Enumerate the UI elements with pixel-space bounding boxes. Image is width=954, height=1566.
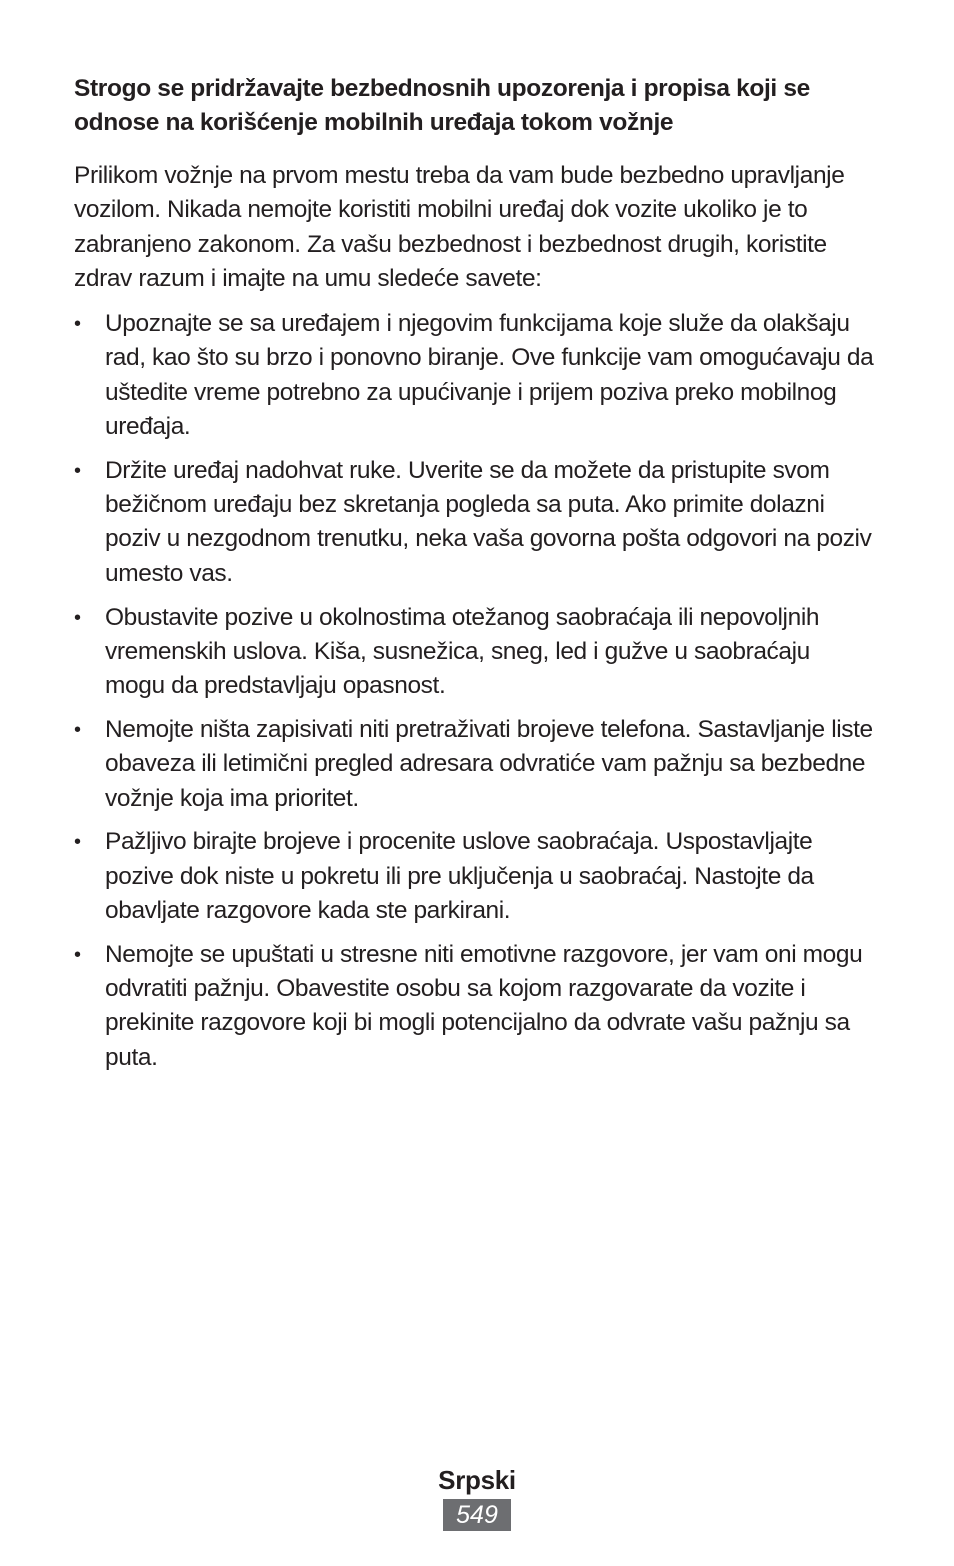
list-item-text: Upoznajte se sa uređajem i njegovim funkcijama koje služe da olakšaju rad, kao što su brzo i ponovno biranje. Ove funkcije vam omogućavaju da uštedite vreme potrebno za upućivanje i prijem poziva preko mobilnog uređaja. — [105, 310, 874, 441]
list-item-text: Držite uređaj nadohvat ruke. Uverite se da možete da pristupite svom bežičnom uređaju bez skretanja pogleda sa puta. Ako primite dolazni poziv u nezgodnom trenutku, neka vaša govorna pošta odgovori na poziv umesto vas. — [105, 456, 872, 587]
list-item — [74, 825, 874, 928]
list-item — [74, 601, 874, 704]
intro-paragraph: Prilikom vožnje na prvom mestu treba da vam bude bezbedno upravljanje vozilom. Nikada nemojte koristiti mobilni uređaj dok vozite ukoliko je to zabranjeno zakonom. Za vašu bezbednost i bezbednost drugih, koristite zdrav razum i imajte na umu sledeće savete: — [74, 162, 845, 292]
list-item-text: Nemojte se upuštati u stresne niti emotivne razgovore, jer vam oni mogu odvratiti pažnju. Obavestite osobu sa kojom razgovarate da vozite i prekinite razgovore koji bi mogli potencijalno da odvrate vašu pažnju sa puta. — [105, 940, 863, 1071]
bullet-icon: • — [74, 831, 81, 854]
list-item — [74, 713, 874, 816]
list-item — [74, 307, 874, 444]
list-item — [74, 938, 874, 1075]
list-item — [74, 454, 874, 591]
page-footer — [0, 1462, 954, 1531]
section-heading: Strogo se pridržavajte bezbednosnih upozorenja i propisa koji se odnose na korišćenje mobilnih uređaja tokom vožnje — [74, 75, 810, 136]
list-item-text: Obustavite pozive u okolnostima otežanog saobraćaja ili nepovoljnih vremenskih uslova. Kiša, susnežica, sneg, led i gužve u saobraćaju mogu da predstavljaju opasnost. — [105, 603, 820, 700]
bullet-icon: • — [74, 459, 81, 482]
language-label: Srpski — [438, 1465, 516, 1495]
bullet-icon: • — [74, 718, 81, 741]
page-content — [74, 72, 874, 1084]
list-item-text: Nemojte ništa zapisivati niti pretraživati brojeve telefona. Sastavljanje liste obaveza ili letimični pregled adresara odvratiće vam pažnju sa bezbedne vožnje koja ima prioritet. — [105, 715, 873, 812]
page-number: 549 — [443, 1499, 511, 1531]
bullet-icon: • — [74, 606, 81, 629]
list-item-text: Pažljivo birajte brojeve i procenite uslove saobraćaja. Uspostavljajte pozive dok niste u pokretu ili pre uključenja u saobraćaj. Nastojte da obavljate razgovore kada ste parkirani. — [105, 828, 814, 924]
bullet-icon: • — [74, 313, 81, 336]
bullet-icon: • — [74, 943, 81, 966]
safety-tips-list — [74, 307, 874, 1075]
